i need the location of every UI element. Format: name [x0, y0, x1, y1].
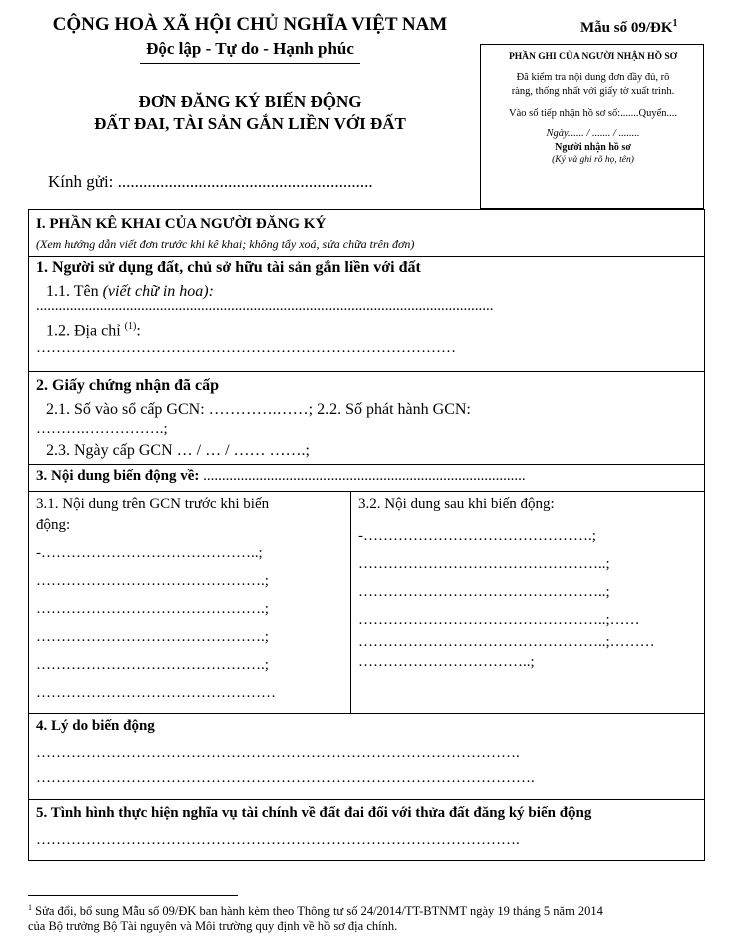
after-content-line[interactable]: …………………………………………..;………	[358, 634, 655, 650]
national-motto: Độc lập - Tự do - Hạnh phúc	[146, 39, 354, 58]
section3-2-title: 3.2. Nội dung sau khi biến động:	[358, 496, 555, 512]
receiver-box-line2: ràng, thống nhất với giấy tờ xuất trình.	[511, 86, 675, 97]
section3-1-title-line2: động:	[36, 517, 71, 533]
receiver-box-register-line[interactable]: Vào sổ tiếp nhận hồ sơ số:.......Quyển....	[509, 108, 677, 119]
document-title-line1: ĐƠN ĐĂNG KÝ BIẾN ĐỘNG	[138, 92, 362, 111]
after-content-line[interactable]: …………………………………………..;……	[358, 612, 640, 628]
recipient-field[interactable]: Kính gửi: ............................................................	[48, 172, 373, 191]
before-content-line[interactable]: -……………………………………..;	[36, 545, 263, 561]
financial-obligation-field[interactable]: …………………………………………………………………………………….	[36, 832, 520, 848]
table-border-left	[28, 209, 29, 861]
receiver-box-sign-note: (Ký và ghi rõ họ, tên)	[552, 155, 634, 165]
reason-field-line2[interactable]: ……………………………………………………………………………………….	[36, 770, 535, 786]
table-border-right	[704, 209, 705, 861]
national-title: CỘNG HOÀ XÃ HỘI CHỦ NGHĨA VIỆT NAM	[52, 14, 448, 35]
table-divider	[28, 371, 705, 372]
name-field[interactable]: ..........................................................................................................................	[36, 298, 494, 314]
footnote-line1	[28, 903, 603, 919]
address-label-text: 1.2. Địa chỉ	[46, 322, 125, 340]
reason-field-line1[interactable]: …………………………………………………………………………………….	[36, 745, 520, 761]
section4-title: 4. Lý do biến động	[36, 718, 155, 734]
document-title-line2: ĐẤT ĐAI, TÀI SẢN GẮN LIỀN VỚI ĐẤT	[94, 114, 406, 133]
address-footnote-marker: (1)	[124, 321, 137, 332]
after-content-line[interactable]: …………………………………………..;	[358, 556, 610, 572]
before-content-line[interactable]: …………………………………………	[36, 685, 276, 701]
footnote-line2: của Bộ trưởng Bộ Tài nguyên và Môi trường quy định về hồ sơ địa chính.	[28, 919, 398, 933]
after-content-line[interactable]: ……………………………..;	[358, 654, 535, 670]
table-column-divider	[350, 491, 351, 713]
table-divider	[28, 464, 705, 465]
before-content-line[interactable]: ……………………………………….;	[36, 657, 269, 673]
form-code-footnote-marker: 1	[672, 18, 678, 29]
table-divider	[28, 799, 705, 800]
section3-dots[interactable]: ......................................................................................	[203, 468, 526, 484]
section2-title: 2. Giấy chứng nhận đã cấp	[36, 377, 219, 394]
certificate-date-field[interactable]: 2.3. Ngày cấp GCN … / … / …… …….;	[46, 442, 310, 459]
before-content-line[interactable]: ……………………………………….;	[36, 629, 269, 645]
table-border-top	[28, 209, 705, 210]
after-content-line[interactable]: …………………………………………..;	[358, 584, 610, 600]
after-content-line[interactable]: -……………………………………….;	[358, 528, 596, 544]
name-label-text: 1.1. Tên	[46, 283, 103, 300]
form-code	[580, 18, 740, 37]
receiver-notes-box	[480, 44, 704, 209]
table-divider	[28, 256, 705, 257]
address-field[interactable]: …………………………………………………………………………	[36, 340, 456, 356]
part1-note: (Xem hướng dẫn viết đơn trước khi kê khai; không tẩy xoá, sửa chữa trên đơn)	[36, 237, 415, 251]
footnote-separator	[28, 895, 238, 896]
name-label-hint: (viết chữ in hoa):	[102, 283, 214, 300]
section1-title: 1. Người sử dụng đất, chủ sở hữu tài sản gắn liền với đất	[36, 259, 421, 276]
certificate-issue-number-field[interactable]: ……….…………….;	[36, 421, 168, 437]
receiver-box-heading: PHẦN GHI CỦA NGƯỜI NHẬN HỒ SƠ	[508, 52, 678, 62]
section5-title: 5. Tình hình thực hiện nghĩa vụ tài chính về đất đai đối với thửa đất đăng ký biến động	[36, 805, 592, 821]
before-content-line[interactable]: ……………………………………….;	[36, 573, 269, 589]
section3-title-text: 3. Nội dung biến động về:	[36, 468, 204, 484]
table-divider	[28, 713, 705, 714]
section3-1-title-line1: 3.1. Nội dung trên GCN trước khi biến	[36, 496, 270, 512]
receiver-box-line1: Đã kiểm tra nội dung đơn đầy đủ, rõ	[516, 72, 670, 83]
receiver-box-signer: Người nhận hồ sơ	[555, 142, 631, 153]
address-label-colon: :	[136, 322, 141, 340]
part1-title: I. PHẦN KÊ KHAI CỦA NGƯỜI ĐĂNG KÝ	[36, 216, 327, 232]
motto-underline	[140, 63, 360, 64]
footnote-line1-text: Sửa đổi, bổ sung Mẫu số 09/ĐK ban hành kèm theo Thông tư số 24/2014/TT-BTNMT ngày 19 tháng 5 năm 2014	[32, 904, 603, 919]
certificate-number-field[interactable]: 2.1. Số vào sổ cấp GCN: ………….……; 2.2. Số phát hành GCN:	[46, 401, 471, 418]
address-label	[46, 321, 141, 340]
before-content-line[interactable]: ……………………………………….;	[36, 601, 269, 617]
footnote-marker: 1	[28, 903, 32, 912]
form-code-text: Mẫu số 09/ĐK	[580, 20, 673, 36]
section3-title[interactable]	[36, 468, 526, 485]
table-border-bottom	[28, 860, 705, 861]
receiver-box-date-line[interactable]: Ngày...... / ....... / ........	[546, 128, 640, 139]
table-divider	[28, 491, 705, 492]
